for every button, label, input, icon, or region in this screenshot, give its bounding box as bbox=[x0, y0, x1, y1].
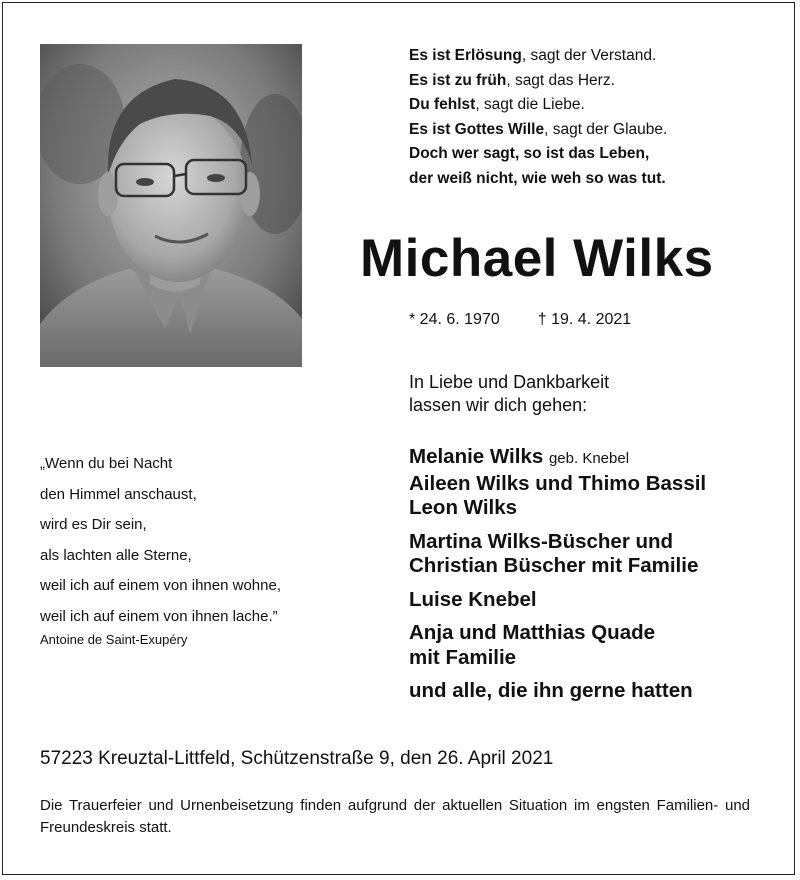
poem-line: Du fehlst, sagt die Liebe. bbox=[409, 96, 585, 113]
birth-date: * 24. 6. 1970 bbox=[409, 311, 500, 328]
death-date: † 19. 4. 2021 bbox=[537, 311, 632, 328]
quote-line: weil ich auf einem von ihnen wohne, bbox=[40, 577, 281, 594]
quote-author: Antoine de Saint-Exupéry bbox=[40, 632, 188, 647]
quote-block bbox=[40, 449, 281, 650]
funeral-note: Die Trauerfeier und Urnenbeisetzung finden aufgrund der aktuellen Situation im engsten Familien- und Freundeskreis statt. bbox=[40, 797, 750, 836]
poem-line: Es ist zu früh, sagt das Herz. bbox=[409, 71, 615, 89]
mourner-entry: Christian Büscher mit Familie bbox=[409, 554, 699, 577]
quote-line: wird es Dir sein, bbox=[40, 516, 147, 533]
mourner-entry: Leon Wilks bbox=[409, 496, 518, 519]
deceased-name: Michael Wilks bbox=[360, 229, 714, 288]
portrait-photo bbox=[40, 44, 302, 367]
mourners-list bbox=[409, 445, 706, 704]
poem-line: Es ist Gottes Wille, sagt der Glaube. bbox=[409, 120, 668, 138]
intro-line: lassen wir dich gehen: bbox=[409, 395, 588, 415]
intro-text bbox=[409, 371, 609, 417]
mourner-entry: Martina Wilks-Büscher und bbox=[409, 529, 674, 553]
quote-line: den Himmel anschaust, bbox=[40, 485, 197, 503]
poem-line: der weiß nicht, wie weh so was tut. bbox=[409, 169, 666, 187]
mourner-entry: Aileen Wilks und Thimo Bassil bbox=[409, 471, 707, 495]
poem-line: Doch wer sagt, so ist das Leben, bbox=[409, 145, 650, 162]
quote-line: als lachten alle Sterne, bbox=[40, 546, 192, 564]
mourner-entry: Melanie Wilks geb. Knebel bbox=[409, 445, 630, 468]
poem-line: Es ist Erlösung, sagt der Verstand. bbox=[409, 47, 657, 64]
quote-line: weil ich auf einem von ihnen lache.” bbox=[40, 607, 278, 625]
mourner-entry: mit Familie bbox=[409, 645, 517, 669]
intro-line: In Liebe und Dankbarkeit bbox=[409, 372, 610, 392]
quote-line: „Wenn du bei Nacht bbox=[40, 455, 173, 472]
maiden-name: geb. Knebel bbox=[548, 450, 630, 467]
mourner-entry: Anja und Matthias Quade bbox=[409, 621, 656, 644]
address-line: 57223 Kreuztal-Littfeld, Schützenstraße 9, den 26. April 2021 bbox=[40, 748, 554, 769]
life-dates bbox=[409, 311, 631, 329]
mourner-entry: und alle, die ihn gerne hatten bbox=[409, 679, 693, 702]
poem-block bbox=[409, 44, 667, 191]
mourner-entry: Luise Knebel bbox=[409, 587, 537, 611]
